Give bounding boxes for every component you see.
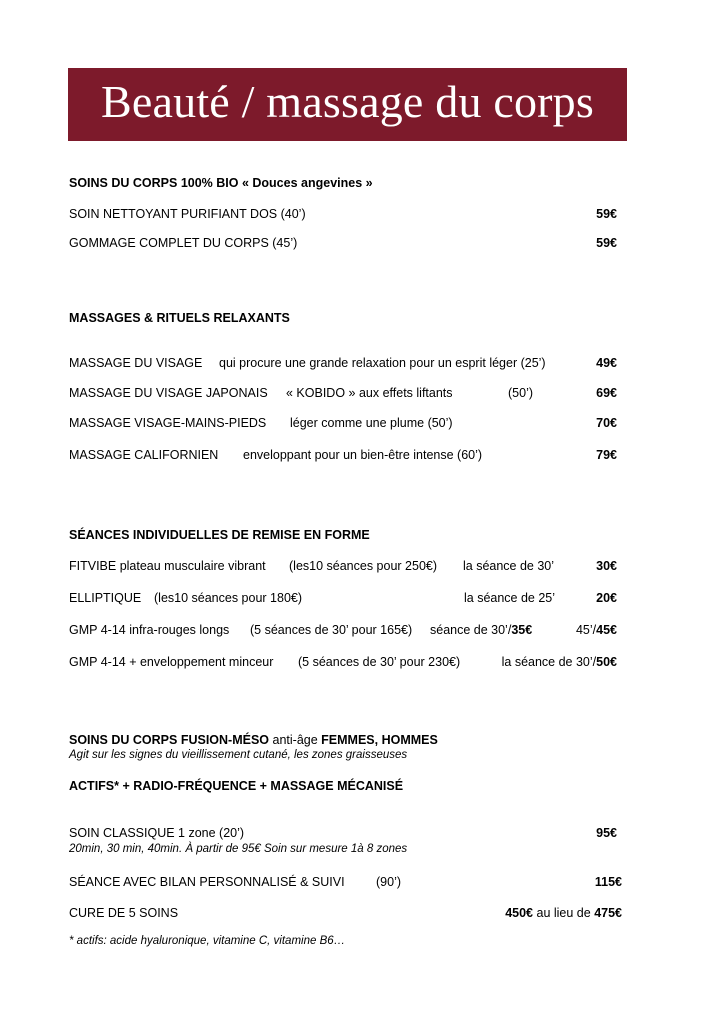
fusion-actifs-heading: ACTIFS* + RADIO-FRÉQUENCE + MASSAGE MÉCANISÉ bbox=[69, 779, 404, 793]
fusion-item-label: SÉANCE AVEC BILAN PERSONNALISÉ & SUIVI bbox=[69, 875, 345, 889]
page-title: Beauté / massage du corps bbox=[101, 76, 594, 127]
seance-item-price: 45€ bbox=[596, 623, 617, 637]
seance-item-price: 30€ bbox=[596, 559, 617, 573]
fusion-item-price: 95€ bbox=[596, 826, 617, 840]
fusion-item-duration: (90’) bbox=[376, 875, 402, 889]
massage-item-desc: enveloppant pour un bien-être intense (60’) bbox=[243, 448, 483, 462]
bio-item-label: GOMMAGE COMPLET DU CORPS (45’) bbox=[69, 236, 298, 250]
seance-item-name: ELLIPTIQUE bbox=[69, 591, 142, 605]
fusion-item-label: SOIN CLASSIQUE 1 zone (20’) bbox=[69, 826, 245, 840]
massage-item-price: 49€ bbox=[596, 356, 617, 370]
massage-item-price: 69€ bbox=[596, 386, 617, 400]
seance-item-name: FITVIBE plateau musculaire vibrant bbox=[69, 559, 266, 573]
fusion-heading-mid: anti-âge bbox=[269, 733, 322, 747]
section-heading-massages: MASSAGES & RITUELS RELAXANTS bbox=[69, 311, 290, 325]
seance-item-name: GMP 4-14 infra-rouges longs bbox=[69, 623, 230, 637]
section-heading-bio: SOINS DU CORPS 100% BIO « Douces angevines » bbox=[69, 176, 373, 190]
fusion-item-instead: au lieu de bbox=[533, 906, 595, 920]
seance-item-unit: la séance de 30’ bbox=[463, 559, 555, 573]
seance-item-offer: (les10 séances pour 250€) bbox=[289, 559, 438, 573]
seance-item-name: GMP 4-14 + enveloppement minceur bbox=[69, 655, 274, 669]
seance-item-unit-group bbox=[430, 623, 532, 637]
fusion-heading-end: FEMMES, HOMMES bbox=[321, 733, 438, 747]
massage-item-name: MASSAGE VISAGE-MAINS-PIEDS bbox=[69, 416, 267, 430]
fusion-item-price: 450€ bbox=[505, 906, 534, 920]
bio-item-price: 59€ bbox=[596, 236, 617, 250]
seance-item-offer: (5 séances de 30’ pour 230€) bbox=[298, 655, 461, 669]
seance-item-price: 20€ bbox=[596, 591, 617, 605]
title-banner bbox=[68, 68, 627, 141]
massage-item-desc: léger comme une plume (50’) bbox=[290, 416, 453, 430]
seance-item-unit: la séance de 25’ bbox=[464, 591, 556, 605]
seance-item-price: 35€ bbox=[511, 623, 533, 637]
massage-item-name: MASSAGE CALIFORNIEN bbox=[69, 448, 219, 462]
massage-item-name: MASSAGE DU VISAGE JAPONAIS bbox=[69, 386, 268, 400]
bio-item-price: 59€ bbox=[596, 207, 617, 221]
fusion-subtitle: Agit sur les signes du vieillissement cutané, les zones graisseuses bbox=[69, 749, 408, 761]
massage-item-price: 70€ bbox=[596, 416, 617, 430]
bio-item-label: SOIN NETTOYANT PURIFIANT DOS (40’) bbox=[69, 207, 306, 221]
fusion-item-price: 115€ bbox=[594, 875, 622, 889]
massage-item-desc: qui procure une grande relaxation pour un esprit léger (25’) bbox=[219, 356, 546, 370]
seance-item-price: 50€ bbox=[596, 655, 617, 669]
massage-item-duration: (50’) bbox=[508, 386, 534, 400]
fusion-item-old-price: 475€ bbox=[594, 906, 622, 920]
fusion-item-note: 20min, 30 min, 40min. À partir de 95€ Soin sur mesure 1à 8 zones bbox=[69, 843, 408, 855]
seance-item-unit: la séance de 30’/ bbox=[501, 655, 597, 669]
footnote: * actifs: acide hyaluronique, vitamine C, vitamine B6… bbox=[69, 935, 346, 947]
section-heading-fusion bbox=[69, 733, 438, 747]
seance-item-unit-group bbox=[502, 655, 617, 669]
massage-item-desc: « KOBIDO » aux effets liftants bbox=[286, 386, 453, 400]
seance-item-unit: séance de 30’/ bbox=[430, 623, 512, 637]
section-heading-seances: SÉANCES INDIVIDUELLES DE REMISE EN FORME bbox=[69, 528, 370, 542]
fusion-heading-main: SOINS DU CORPS FUSION-MÉSO bbox=[69, 733, 270, 747]
seance-item-unit: 45’/ bbox=[575, 623, 597, 637]
fusion-item-label: CURE DE 5 SOINS bbox=[69, 906, 179, 920]
seance-item-offer: (5 séances de 30’ pour 165€) bbox=[250, 623, 413, 637]
massage-item-price: 79€ bbox=[596, 448, 617, 462]
massage-item-name: MASSAGE DU VISAGE bbox=[69, 356, 203, 370]
seance-item-offer: (les10 séances pour 180€) bbox=[154, 591, 303, 605]
fusion-item-price-group bbox=[505, 906, 622, 920]
seance-item-unit-group-b bbox=[576, 623, 617, 637]
